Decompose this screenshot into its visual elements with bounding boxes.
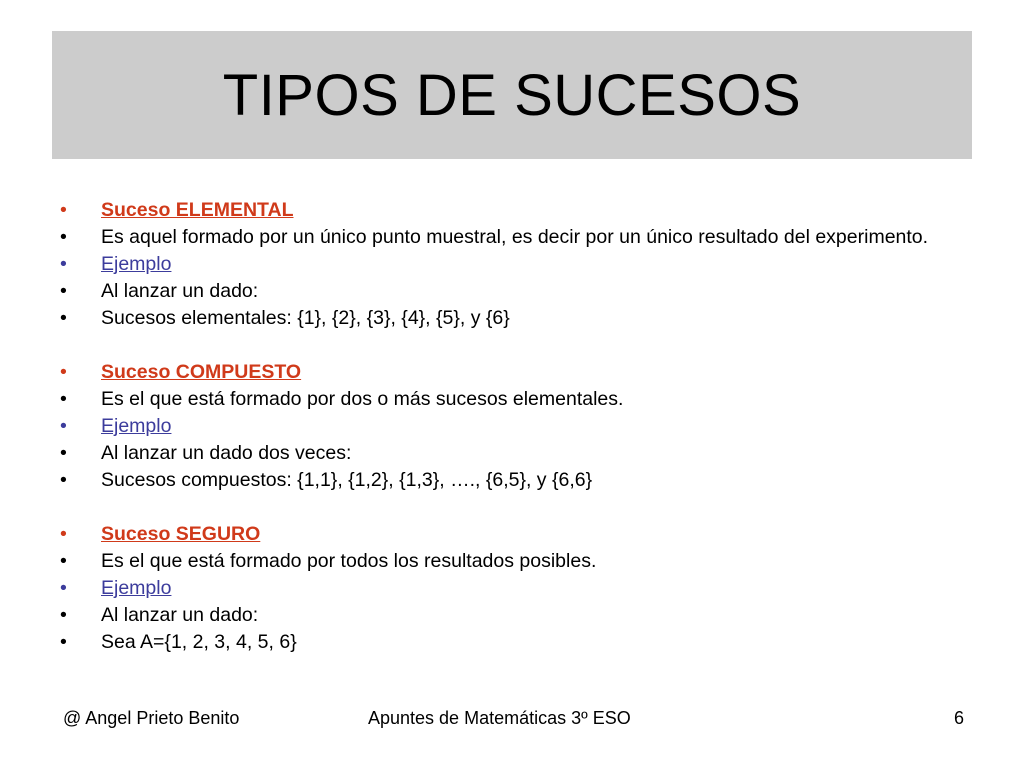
footer-page-number: 6: [954, 708, 965, 728]
example-line: [60, 630, 960, 654]
bullet-icon: •: [60, 226, 67, 248]
example-line-text: Al lanzar un dado dos veces:: [101, 442, 352, 464]
definition-compuesto: [60, 387, 960, 411]
section-heading-seguro: [60, 522, 960, 546]
example-label-seguro[interactable]: [60, 576, 960, 600]
bullet-icon: •: [60, 415, 67, 437]
heading-text: Suceso SEGURO: [101, 523, 261, 545]
slide-title: TIPOS DE SUCESOS: [222, 62, 802, 128]
definition-text: Es aquel formado por un único punto muestral, es decir por un único resultado del experimento.: [101, 226, 929, 248]
bullet-icon: •: [60, 577, 67, 599]
example-link[interactable]: Ejemplo: [101, 415, 172, 437]
example-line-text: Sucesos compuestos: {1,1}, {1,2}, {1,3}, …., {6,5}, y {6,6}: [101, 469, 593, 491]
definition-seguro: [60, 549, 960, 573]
example-line: [60, 306, 960, 330]
bullet-icon: •: [60, 469, 67, 491]
example-line-text: Sucesos elementales: {1}, {2}, {3}, {4}, {5}, y {6}: [101, 307, 510, 329]
bullet-icon: •: [60, 550, 67, 572]
definition-text: Es el que está formado por dos o más sucesos elementales.: [101, 388, 624, 410]
bullet-icon: •: [60, 199, 67, 221]
example-line-text: Al lanzar un dado:: [101, 604, 259, 626]
example-line: [60, 441, 960, 465]
bullet-icon: •: [60, 307, 67, 329]
heading-text: Suceso ELEMENTAL: [101, 199, 294, 221]
bullet-icon: •: [60, 361, 67, 383]
bullet-icon: •: [60, 280, 67, 302]
section-heading-elemental: [60, 198, 960, 222]
example-link[interactable]: Ejemplo: [101, 253, 172, 275]
example-line-text: Al lanzar un dado:: [101, 280, 259, 302]
title-bar: [52, 31, 972, 159]
example-label-compuesto[interactable]: [60, 414, 960, 438]
heading-text: Suceso COMPUESTO: [101, 361, 302, 383]
definition-elemental: [60, 225, 960, 249]
example-line: [60, 468, 960, 492]
footer-course: Apuntes de Matemáticas 3º ESO: [368, 708, 631, 728]
example-line-text: Sea A={1, 2, 3, 4, 5, 6}: [101, 631, 297, 653]
footer-author: @ Angel Prieto Benito: [63, 708, 240, 728]
bullet-icon: •: [60, 253, 67, 275]
example-label-elemental[interactable]: [60, 252, 960, 276]
bullet-icon: •: [60, 442, 67, 464]
example-line: [60, 279, 960, 303]
slide-content: [60, 198, 960, 654]
bullet-icon: •: [60, 604, 67, 626]
definition-text: Es el que está formado por todos los resultados posibles.: [101, 550, 597, 572]
bullet-icon: •: [60, 523, 67, 545]
example-line: [60, 603, 960, 627]
example-link[interactable]: Ejemplo: [101, 577, 172, 599]
section-heading-compuesto: [60, 360, 960, 384]
slide-footer: [0, 708, 1024, 732]
bullet-icon: •: [60, 388, 67, 410]
bullet-icon: •: [60, 631, 67, 653]
